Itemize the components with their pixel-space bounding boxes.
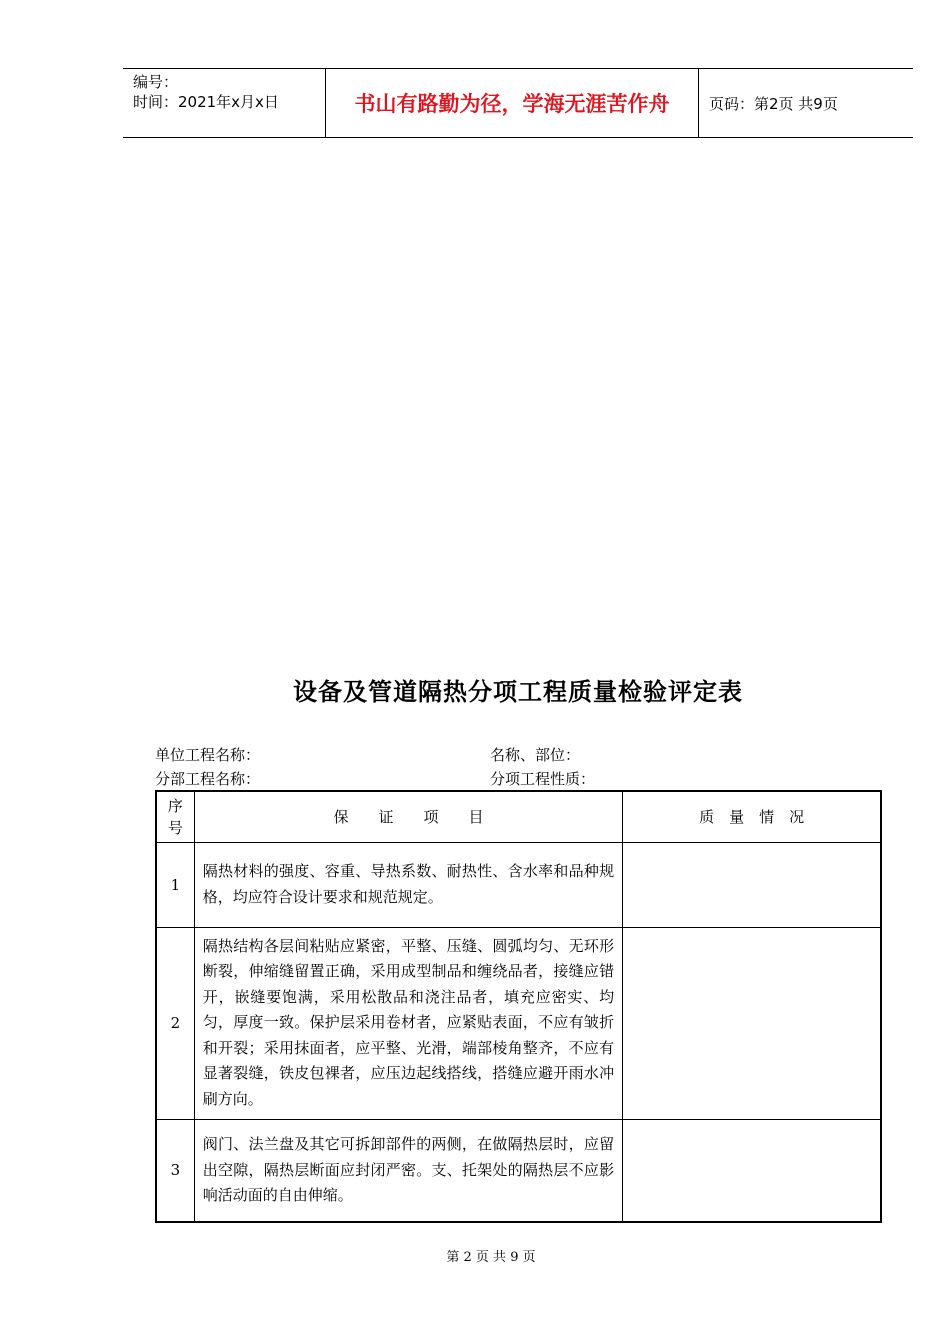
header-seq-char-2: 号: [167, 818, 183, 837]
header-left-cell: [123, 69, 325, 137]
header-quality-cell: 质 量 情 况: [623, 791, 881, 842]
header-seq-char-1: 序: [167, 796, 183, 815]
row-quality-cell: [623, 842, 881, 927]
row-item-cell: [194, 1119, 622, 1222]
row-quality-cell: [623, 1119, 881, 1222]
header-page-info: 页码：第2页 共9页: [709, 94, 838, 113]
page-footer: 第 2 页 共 9 页: [446, 1250, 536, 1265]
inspection-table: [155, 790, 882, 1223]
table-row: [156, 927, 881, 1119]
row-item-cell: [194, 927, 622, 1119]
unit-project-label: 单位工程名称：: [155, 746, 261, 764]
document-title: 设备及管道隔热分项工程质量检验评定表: [293, 678, 743, 706]
header-motto: 书山有路勤为径，学海无涯苦作舟: [325, 69, 699, 137]
row-item-cell: [194, 842, 622, 927]
sub-item-nature-label: 分项工程性质：: [490, 770, 596, 788]
row-item-text: 阀门、法兰盘及其它可拆卸部件的两侧，在做隔热层时，应留出空隙，隔热层断面应封闭严密。支、托架处的隔热层不应影响活动面的自由伸缩。: [202, 1135, 615, 1204]
sub-project-label: 分部工程名称：: [155, 770, 261, 788]
header-item-cell: 保 证 项 目: [194, 791, 622, 842]
row-quality-cell: [623, 927, 881, 1119]
name-part-label: 名称、部位：: [490, 746, 581, 764]
table-row: [156, 842, 881, 927]
page-header: [123, 68, 913, 138]
row-seq: 3: [156, 1119, 194, 1222]
row-item-text: 隔热材料的强度、容重、导热系数、耐热性、含水率和品种规格，均应符合设计要求和规范规定。: [202, 862, 615, 906]
row-seq: 1: [156, 842, 194, 927]
time-label: 时间：2021年x月x日: [133, 93, 279, 111]
table-header-row: [156, 791, 881, 842]
row-seq: 2: [156, 927, 194, 1119]
table-row: [156, 1119, 881, 1222]
serial-label: 编号：: [133, 73, 179, 91]
row-item-text: 隔热结构各层间粘贴应紧密，平整、压缝、圆弧均匀、无环形断裂，伸缩缝留置正确，采用成型制品和缠绕品者，接缝应错开，嵌缝要饱满，采用松散品和浇注品者，填充应密实、均匀，厚度一致。保护层采用卷材者，应紧贴表面，不应有皱折和开裂；采用抹面者，应平整、光滑，端部棱角整齐，不应有显著裂缝，铁皮包裸者，应压边起线搭线，搭缝应避开雨水冲刷方向。: [202, 936, 615, 1108]
header-seq-cell: [156, 791, 194, 842]
